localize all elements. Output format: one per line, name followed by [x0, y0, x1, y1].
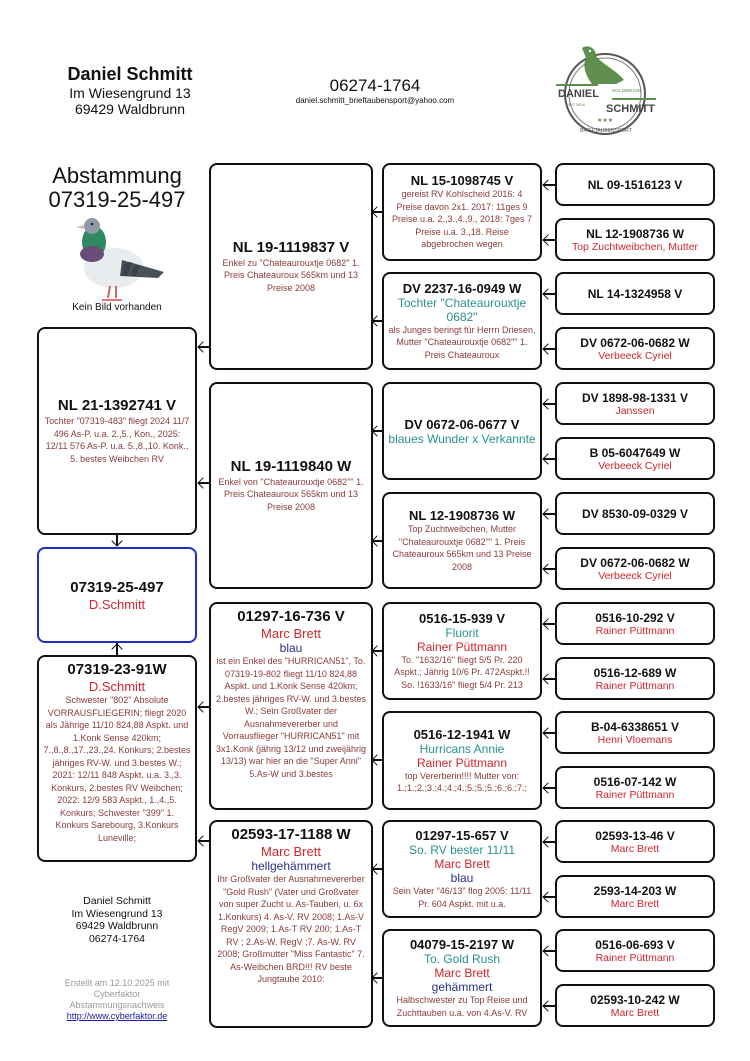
great-great-grandparent-card[interactable] — [555, 382, 715, 425]
dam-description: Schwester "802" Absolute VORRAUSFLIEGERIN; fliegt 2020 als Jährige 11/10 824,88 Aspkt. und 1.Konk Sense 420km; 7.,8.,8.,17.,23.,24. Konkurs; 2.bestes jähriges RV-W. und 3.bestes W.; 2021: 12/11 848 Aspkt. u.a. 3.,3. Konkurs, 2.bestes RV Weibchen; 2022: 12/9 583 Aspkt., 1.,4.,5. Konkurs; Schwester "399" 1. Konkurs Sarebourg, 3.Konkurs Luneville; — [43, 695, 191, 843]
arrow-left-icon — [542, 1000, 553, 1011]
breeder-street: Im Wiesengrund 13 — [69, 85, 191, 101]
logo-place: WALDBRUNN — [612, 88, 641, 93]
arrow-left-icon — [542, 508, 553, 519]
grandparent-color: blau — [279, 641, 303, 655]
great-great-grandparent-owner: Verbeeck Cyriel — [598, 569, 672, 582]
no-picture-label: Kein Bild vorhanden — [72, 302, 162, 313]
breeder-email: daniel.schmitt_brieftaubensport@yahoo.com — [295, 96, 455, 105]
sire-card[interactable] — [37, 327, 197, 535]
subject-owner: D.Schmitt — [88, 596, 146, 612]
arrow-left-icon — [371, 206, 382, 217]
grandparent-card[interactable] — [209, 163, 373, 370]
great-great-grandparent-ring: DV 8530-09-0329 V — [581, 506, 689, 521]
great-great-grandparent-owner: Verbeeck Cyriel — [598, 349, 672, 362]
great-grandparent-card[interactable] — [382, 382, 542, 480]
title-heading: Abstammung — [52, 163, 182, 188]
grandparent-description: ist ein Enkel des "HURRICAN51", To. 07319-19-802 fliegt 11/10 824,88 Aspkt. und 1.Konk Sense 420km; 2.bestes jähriges RV-W. und 3.bestes W.; Sein Großvater der Ausnahmevererber und Vorrausflieger "HURRICAN51" mit 3x1.Konk (jährig 13/12 und zweijährig 13/13) war hier an die "Super Anni" 5.As-W und 3.bestes — [215, 656, 367, 779]
arrow-left-icon — [542, 891, 553, 902]
great-great-grandparent-ring: 0516-12-689 W — [593, 665, 677, 680]
great-grandparent-owner: Marc Brett — [434, 857, 490, 871]
great-great-grandparent-card[interactable] — [555, 492, 715, 535]
breeder-name: Daniel Schmitt — [67, 64, 193, 84]
great-great-grandparent-owner: Rainer Püttmann — [595, 951, 675, 964]
great-great-grandparent-card[interactable] — [555, 327, 715, 370]
great-grandparent-ring: NL 12-1908736 W — [409, 508, 515, 523]
great-grandparent-card[interactable] — [382, 163, 542, 261]
arrow-down-icon — [111, 535, 122, 546]
grandparent-color: hellgehämmert — [251, 859, 331, 873]
great-great-grandparent-card[interactable] — [555, 820, 715, 863]
credit-line: Erstellt am 12.10.2025 mit — [64, 978, 170, 988]
logo-since: SEIT 2008 — [566, 102, 585, 107]
great-grandparent-ring: 0516-15-939 V — [418, 610, 505, 626]
great-great-grandparent-ring: B-04-6338651 V — [590, 719, 680, 734]
footer-name: Daniel Schmitt — [83, 895, 151, 907]
great-grandparent-description: Sein Vater "46/13" flog 2005: 11/11 Pr. 604 Aspkt. mit u.a. — [392, 886, 532, 909]
great-grandparent-card[interactable] — [382, 711, 542, 810]
cyberfaktor-link[interactable]: http://www.cyberfaktor.de — [66, 1011, 168, 1021]
great-grandparent-name: Tochter "Chateaurouxtje 0682" — [397, 295, 527, 324]
footer-credit — [37, 978, 197, 1022]
arrow-left-icon — [542, 945, 553, 956]
great-grandparent-color: blau — [450, 871, 474, 885]
pigeon-placeholder-icon — [62, 214, 172, 306]
grandparent-card[interactable] — [209, 382, 373, 589]
great-great-grandparent-ring: 0516-10-292 V — [595, 610, 675, 625]
logo-stars: ★★★ — [597, 118, 614, 124]
credit-line: Abstammungsnachweis — [69, 1000, 165, 1010]
arrow-left-icon — [542, 782, 553, 793]
great-grandparent-name: blaues Wunder x Verkannte — [388, 431, 536, 446]
grandparent-ring: 01297-16-736 V — [237, 608, 345, 625]
grandparent-description: Ihr Großvater der Ausnahmevererber "Gold Rush" (Vater und Großvater von super Zucht u. As-Tauben, u. 6x 1.Konkurs) 4. As-V. RV 2008; 1.As-V RegV 2009; 1.As-T RV 200; 1.As-T RV ; 2.As-W. RegV ;7. As-W. RV 2008; Großmutter "Miss Fantastic" 7. As-Weibchen BRD!!! RV beste Jungtaube 2010: — [217, 874, 365, 984]
great-great-grandparent-owner: Marc Brett — [610, 842, 660, 855]
sire-ring: NL 21-1392741 V — [57, 397, 177, 414]
arrow-left-icon — [197, 341, 208, 352]
great-great-grandparent-ring: 0516-07-142 W — [593, 774, 677, 789]
great-grandparent-card[interactable] — [382, 492, 542, 589]
breeder-city: 69429 Waldbrunn — [74, 101, 185, 117]
great-great-grandparent-card[interactable] — [555, 272, 715, 315]
great-great-grandparent-ring: DV 0672-06-0682 W — [580, 555, 690, 570]
great-grandparent-owner: Rainer Püttmann — [416, 639, 508, 654]
logo-first-name: DANIEL — [558, 88, 599, 100]
dam-card[interactable] — [37, 655, 197, 862]
breeder-header — [40, 64, 220, 117]
great-great-grandparent-ring: NL 12-1908736 W — [586, 226, 684, 241]
logo-last-name: SCHMITT — [606, 103, 655, 115]
great-grandparent-ring: 0516-12-1941 W — [413, 726, 511, 742]
great-great-grandparent-owner: Rainer Püttmann — [595, 788, 675, 801]
great-grandparent-name: Fluorit — [445, 625, 479, 640]
great-great-grandparent-ring: NL 14-1324958 V — [587, 286, 683, 301]
grandparent-ring: 02593-17-1188 W — [231, 826, 351, 843]
grandparent-card[interactable] — [209, 602, 373, 810]
dam-ring: 07319-23-91W — [67, 661, 167, 678]
great-grandparent-description: als Junges beringt für Herrn Driesen, Mutter "Chateaurouxtje 0682"" 1. Preis Chateauroux — [388, 324, 536, 360]
arrow-left-icon — [542, 234, 553, 245]
great-grandparent-description: top Vererberin!!!! Mutter von: 1.;1.;2.;3.;4.;4.;4.;5.;5.;5.;6.;6.;7.; — [396, 770, 528, 793]
arrow-left-icon — [542, 727, 553, 738]
grandparent-owner: Marc Brett — [261, 626, 321, 641]
arrow-left-icon — [542, 836, 553, 847]
grandparent-owner: Marc Brett — [261, 844, 321, 859]
footer-address — [37, 895, 197, 945]
great-grandparent-name: Hurricans Annie — [419, 741, 505, 756]
great-great-grandparent-ring: 02593-13-46 V — [595, 828, 675, 843]
footer-city: 69429 Waldbrunn — [75, 920, 159, 932]
logo-sport: BRIEFTAUBENSPORT — [580, 128, 632, 134]
footer-phone: 06274-1764 — [88, 932, 146, 945]
arrow-left-icon — [197, 477, 208, 488]
great-great-grandparent-owner: Marc Brett — [610, 1006, 660, 1019]
great-great-grandparent-card[interactable] — [555, 875, 715, 918]
great-grandparent-card[interactable] — [382, 272, 542, 370]
dam-owner: D.Schmitt — [88, 679, 146, 694]
title-ring: 07319-25-497 — [48, 187, 186, 212]
arrow-left-icon — [371, 754, 382, 765]
great-great-grandparent-ring: NL 09-1516123 V — [587, 177, 683, 192]
great-great-grandparent-owner: Janssen — [615, 404, 655, 417]
grandparent-description: Enkel von "Chateaurouxtje 0682"" 1. Preis Chateauroux 565km und 13 Preise 2008 — [218, 476, 364, 512]
great-grandparent-ring: 01297-15-657 V — [415, 828, 509, 843]
great-great-grandparent-owner: Henri Vloemans — [597, 733, 673, 746]
great-grandparent-ring: DV 2237-16-0949 W — [402, 280, 522, 296]
great-great-grandparent-owner: Rainer Püttmann — [595, 679, 675, 692]
great-great-grandparent-owner: Marc Brett — [610, 897, 660, 910]
great-grandparent-description: Top Zuchtweibchen, Mutter "Chateaurouxtje 0682"" 1. Preis Chateauroux 565km und 13 Preise 2008 — [392, 524, 532, 572]
footer-street: Im Wiesengrund 13 — [71, 907, 163, 920]
great-grandparent-description: gereist RV Kohlscheid 2016: 4 Preise davon 2x1. 2017: 11ges 9 Preise u.a. 2.,3.,4.,9., 2018: 7ges 7 Preise u.a. 3.,18. Reise abgebrochen wegen — [391, 189, 533, 250]
great-great-grandparent-card[interactable] — [555, 984, 715, 1027]
great-great-grandparent-card[interactable] — [555, 711, 715, 754]
page-title — [37, 164, 197, 212]
pigeon-logo-icon — [552, 42, 658, 142]
great-great-grandparent-card[interactable] — [555, 218, 715, 261]
great-grandparent-color: gehämmert — [431, 980, 493, 994]
subject-ring: 07319-25-497 — [70, 578, 164, 596]
arrow-left-icon — [371, 535, 382, 546]
great-great-grandparent-owner: Verbeeck Cyriel — [598, 459, 672, 472]
arrow-left-icon — [542, 398, 553, 409]
great-grandparent-name: So. RV bester 11/11 — [408, 843, 516, 857]
arrow-left-icon — [542, 673, 553, 684]
arrow-left-icon — [371, 972, 382, 983]
great-great-grandparent-card[interactable] — [555, 929, 715, 972]
great-grandparent-description: To. "1632/16" fliegt 5/5 Pr. 220 Aspkt.; Jährig 10/6 Pr. 472Aspkt.!! So. !1633/16" fliegt 5/4 Pr. 213 — [394, 654, 530, 690]
arrow-left-icon — [371, 863, 382, 874]
grandparent-description: Enkel zu "Chateaurouxtje 0682" 1. Preis Chateauroux 565km und 13 Preise 2008 — [222, 257, 360, 293]
breeder-phone: 06274-1764 — [329, 76, 421, 95]
arrow-up-icon — [111, 643, 122, 654]
arrow-left-icon — [542, 563, 553, 574]
great-great-grandparent-ring: 2593-14-203 W — [593, 883, 677, 898]
arrow-left-icon — [371, 425, 382, 436]
subject-card[interactable] — [37, 547, 197, 643]
great-great-grandparent-ring: 0516-06-693 V — [595, 937, 675, 952]
arrow-left-icon — [542, 453, 553, 464]
great-great-grandparent-owner: Top Zuchtweibchen, Mutter — [571, 240, 699, 253]
great-grandparent-name: To. Gold Rush — [423, 952, 501, 966]
grandparent-ring: NL 19-1119837 V — [232, 238, 350, 256]
arrow-left-icon — [542, 618, 553, 629]
great-great-grandparent-card[interactable] — [555, 766, 715, 809]
great-great-grandparent-ring: DV 0672-06-0682 W — [580, 335, 690, 350]
great-great-grandparent-card[interactable] — [555, 547, 715, 590]
great-great-grandparent-card[interactable] — [555, 437, 715, 480]
great-grandparent-ring: DV 0672-06-0677 V — [404, 416, 520, 432]
great-great-grandparent-ring: 02593-10-242 W — [590, 992, 680, 1007]
arrow-left-icon — [542, 179, 553, 190]
great-grandparent-card[interactable] — [382, 929, 542, 1027]
credit-line: Cyberfaktor — [93, 989, 141, 999]
breeder-contact — [260, 76, 490, 106]
great-grandparent-owner: Marc Brett — [434, 966, 490, 980]
arrow-left-icon — [542, 343, 553, 354]
great-grandparent-ring: 04079-15-2197 W — [409, 937, 515, 952]
great-grandparent-ring: NL 15-1098745 V — [410, 173, 514, 189]
great-great-grandparent-ring: B 05-6047649 W — [589, 445, 681, 460]
great-grandparent-description: Halbschwester zu Top Reise und Zuchttauben u.a. von 4.As-V. RV — [396, 995, 528, 1018]
arrow-left-icon — [371, 645, 382, 656]
arrow-left-icon — [197, 835, 208, 846]
great-great-grandparent-ring: DV 1898-98-1331 V — [581, 390, 689, 405]
great-grandparent-owner: Rainer Püttmann — [416, 755, 508, 770]
great-great-grandparent-card[interactable] — [555, 657, 715, 700]
great-great-grandparent-card[interactable] — [555, 163, 715, 206]
grandparent-ring: NL 19-1119840 W — [230, 457, 352, 475]
arrow-left-icon — [197, 701, 208, 712]
great-grandparent-card[interactable] — [382, 602, 542, 700]
arrow-left-icon — [371, 315, 382, 326]
sire-description: Tochter "07319-483" fliegt 2024 11/7 496 As-P. u.a. 2.,5., Kon., 2025: 12/11 576 As-P. u.a. 5.,8.,10. Konk., 5. bestes Weibchen RV — [44, 416, 190, 464]
grandparent-card[interactable] — [209, 820, 373, 1028]
great-grandparent-card[interactable] — [382, 820, 542, 918]
great-great-grandparent-owner: Rainer Püttmann — [595, 624, 675, 637]
great-great-grandparent-card[interactable] — [555, 602, 715, 645]
arrow-left-icon — [542, 288, 553, 299]
